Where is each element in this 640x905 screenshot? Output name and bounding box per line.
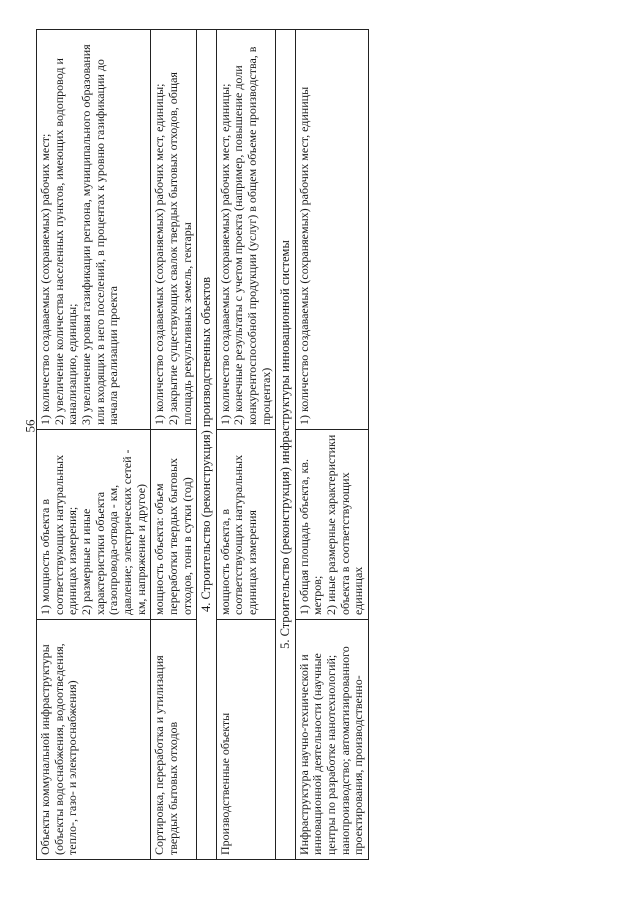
results-cell — [295, 30, 368, 430]
characteristics-line: мощность объекта: объем переработки твердых бытовых отходов, тонн в сутки (год) — [152, 457, 194, 615]
object-text: Инфраструктура научно-технической и инновационной деятельности (научные центры по разработке нанотехнологий; нанопроизводство; автоматизированного проектирования, производственно- — [296, 646, 366, 855]
object-cell — [295, 620, 368, 860]
characteristics-line: 1) мощность объекта в соответствующих натуральных единицах измерения; — [38, 454, 80, 615]
object-cell — [37, 620, 151, 860]
characteristics-cell — [295, 430, 368, 620]
characteristics-line: 1) общая площадь объекта, кв. метров; — [296, 459, 325, 615]
characteristics-line: мощность объекта, в соответствующих натуральных единицах измерения — [217, 454, 259, 615]
characteristics-cell — [216, 430, 276, 620]
characteristics-cell — [151, 430, 197, 620]
section-header-row — [197, 30, 216, 860]
section-header-row — [276, 30, 295, 860]
characteristics-cell — [37, 430, 151, 620]
results-line: 1) количество создаваемых (сохраняемых) рабочих мест, единицы; — [217, 83, 232, 425]
results-line: 2) конечные результаты с учетом проекта (например, повышение доли конкурентоспособной продукции (услуг) в общем объеме производства, в процентах) — [231, 46, 273, 425]
object-text: Производственные объекты — [217, 712, 232, 855]
results-line: 2) увеличение количества населенных пунктов, имеющих водопровод и канализацию, единицы; — [51, 58, 80, 425]
characteristics-line: 2) размерные и иные характеристики объекта (газопровода-отвода - км, давление; электрических сетей - км, напряжение и другое) — [79, 449, 148, 615]
section-title: 4. Строительство (реконструкция) производственных объектов — [197, 30, 216, 860]
object-cell — [216, 620, 276, 860]
results-line: 1) количество создаваемых (сохраняемых) рабочих мест, единицы — [296, 86, 311, 425]
results-line: 2) закрытие существующих свалок твердых бытовых отходов, общая площадь рекультивных земель, гектары — [166, 72, 194, 425]
table-row — [37, 30, 151, 860]
results-cell — [151, 30, 197, 430]
table-row — [216, 30, 276, 860]
results-cell — [216, 30, 276, 430]
object-text: Объекты коммунальной инфраструктуры (объекты водоснабжения, водоотведения, тепло-, газо- и электроснабжения) — [38, 643, 80, 855]
results-line: 3) увеличение уровня газификации региона, муниципального образования или входящих в него поселений, в процентах к уровню газификации до начала реализации проекта — [79, 44, 121, 425]
table-row — [151, 30, 197, 860]
object-cell — [151, 620, 197, 860]
results-cell — [37, 30, 151, 430]
characteristics-line: 2) иные размерные характеристики объекта в соответствующих единицах — [323, 434, 366, 615]
results-line: 1) количество создаваемых (сохраняемых) рабочих мест; — [38, 133, 52, 425]
section-title: 5. Строительство (реконструкция) инфраструктуры инновационной системы — [276, 30, 295, 860]
page-number: 56 — [22, 419, 38, 433]
table-row — [295, 30, 368, 860]
results-line: 1) количество создаваемых (сохраняемых) рабочих мест, единицы; — [152, 83, 167, 425]
rotated-table-wrapper — [36, 30, 626, 860]
investment-projects-table — [36, 29, 369, 860]
object-text: Сортировка, переработка и утилизация твердых бытовых отходов — [152, 655, 181, 855]
